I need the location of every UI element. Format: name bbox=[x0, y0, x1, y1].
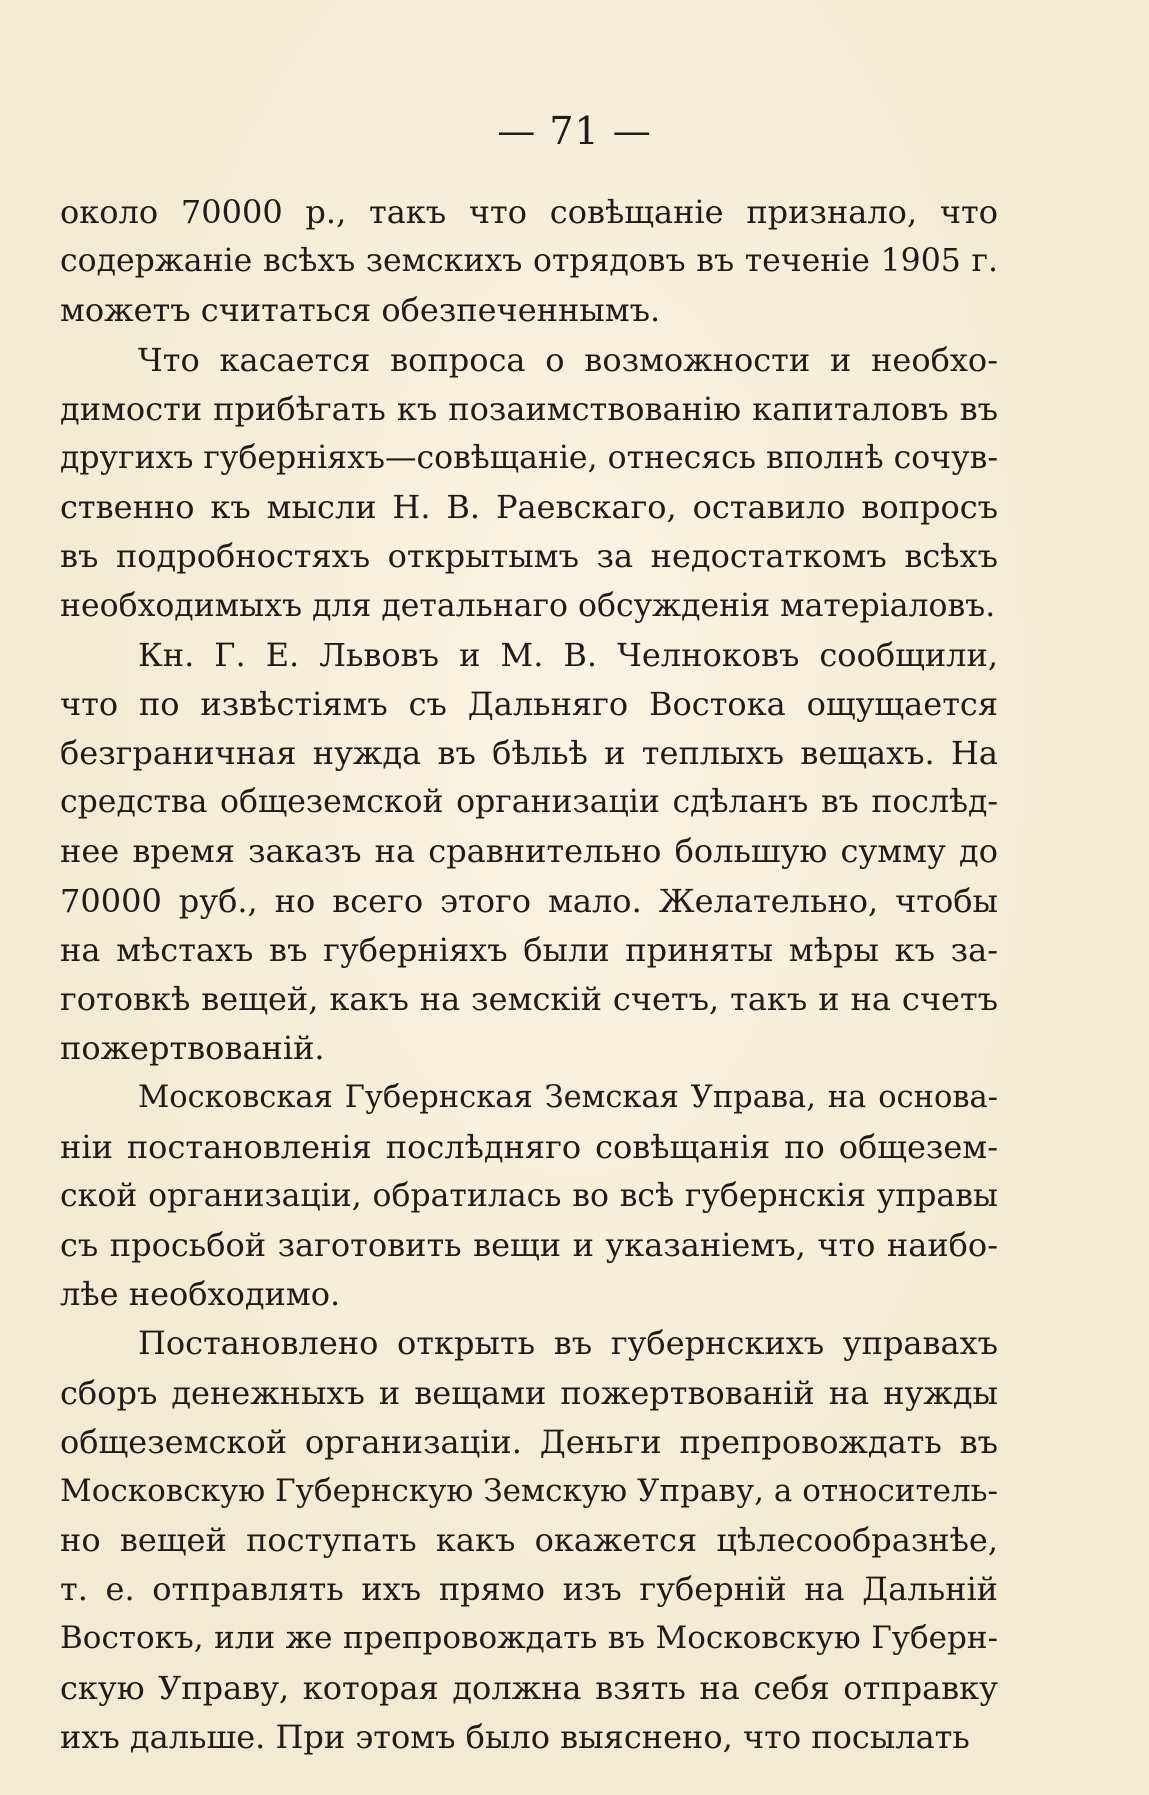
body-text bbox=[60, 188, 998, 1762]
text-line: Востокъ, или же препровождать въ Московскую Губерн- bbox=[60, 1620, 998, 1657]
text-line: Что касается вопроса о возможности и необхо- bbox=[138, 340, 998, 379]
text-line: средства общеземской организаціи сдѣланъ въ послѣд- bbox=[60, 784, 998, 821]
text-line: лѣе необходимо. bbox=[60, 1275, 341, 1314]
text-line: въ подробностяхъ открытымъ за недостаткомъ всѣхъ bbox=[60, 537, 998, 576]
text-line: т. е. отправлять ихъ прямо изъ губерній на Дальній bbox=[60, 1570, 998, 1609]
text-line: 70000 руб., но всего этого мало. Желательно, чтобы bbox=[60, 881, 998, 920]
text-line: ніи постановленія послѣдняго совѣщанія по общезем- bbox=[60, 1127, 998, 1166]
text-line: другихъ губерніяхъ—совѣщаніе, отнесясь вполнѣ сочув- bbox=[60, 439, 998, 476]
text-line: сборъ денежныхъ и вещами пожертвованій на нужды bbox=[60, 1373, 998, 1412]
text-line: необходимыхъ для детальнаго обсужденія матеріаловъ. bbox=[60, 587, 996, 624]
text-line: Постановлено открыть въ губернскихъ управахъ bbox=[138, 1324, 998, 1363]
text-line: на мѣстахъ въ губерніяхъ были приняты мѣры къ за- bbox=[60, 930, 998, 969]
text-line: нее время заказъ на сравнительно большую сумму до bbox=[60, 832, 998, 871]
text-line: ской организаціи, обратилась во всѣ губернскія управы bbox=[60, 1177, 998, 1214]
paragraph bbox=[60, 1073, 998, 1319]
text-line: Московскую Губернскую Земскую Управу, а относитель- bbox=[60, 1472, 998, 1509]
text-line: около 70000 р., такъ что совѣщаніе признало, что bbox=[60, 193, 998, 231]
text-line: димости прибѣгать къ позаимствованію капиталовъ въ bbox=[60, 389, 998, 428]
page-number: — 71 — bbox=[497, 109, 652, 153]
text-line: скую Управу, которая должна взять на себя отправку bbox=[60, 1668, 998, 1707]
text-line: ственно къ мысли Н. В. Раевскаго, оставило вопросъ bbox=[60, 488, 998, 527]
paragraph bbox=[60, 631, 998, 1074]
text-line: ихъ дальше. При этомъ было выяснено, что посылать bbox=[60, 1717, 970, 1756]
text-line: пожертвованій. bbox=[60, 1029, 325, 1068]
paragraph bbox=[60, 1319, 998, 1762]
text-line: Московская Губернская Земская Управа, на основа- bbox=[138, 1080, 998, 1116]
text-line: общеземской организаціи. Деньги препровождать въ bbox=[60, 1422, 998, 1461]
paragraph bbox=[60, 188, 998, 336]
paragraph bbox=[60, 336, 998, 631]
text-line: готовкѣ вещей, какъ на земскій счетъ, такъ и на счетъ bbox=[60, 980, 998, 1018]
text-line: содержаніе всѣхъ земскихъ отрядовъ въ теченіе 1905 г. bbox=[60, 243, 998, 280]
text-line: безграничная нужда въ бѣльѣ и теплыхъ вещахъ. На bbox=[60, 734, 998, 773]
text-line: но вещей поступать какъ окажется цѣлесообразнѣе, bbox=[60, 1521, 998, 1560]
text-line: можетъ считаться обезпеченнымъ. bbox=[60, 291, 661, 330]
text-line: что по извѣстіямъ съ Дальняго Востока ощущается bbox=[60, 684, 998, 723]
text-line: съ просьбой заготовить вещи и указаніемъ, что наибо- bbox=[60, 1225, 998, 1264]
text-line: Кн. Г. Е. Львовъ и М. В. Челноковъ сообщили, bbox=[138, 635, 998, 674]
